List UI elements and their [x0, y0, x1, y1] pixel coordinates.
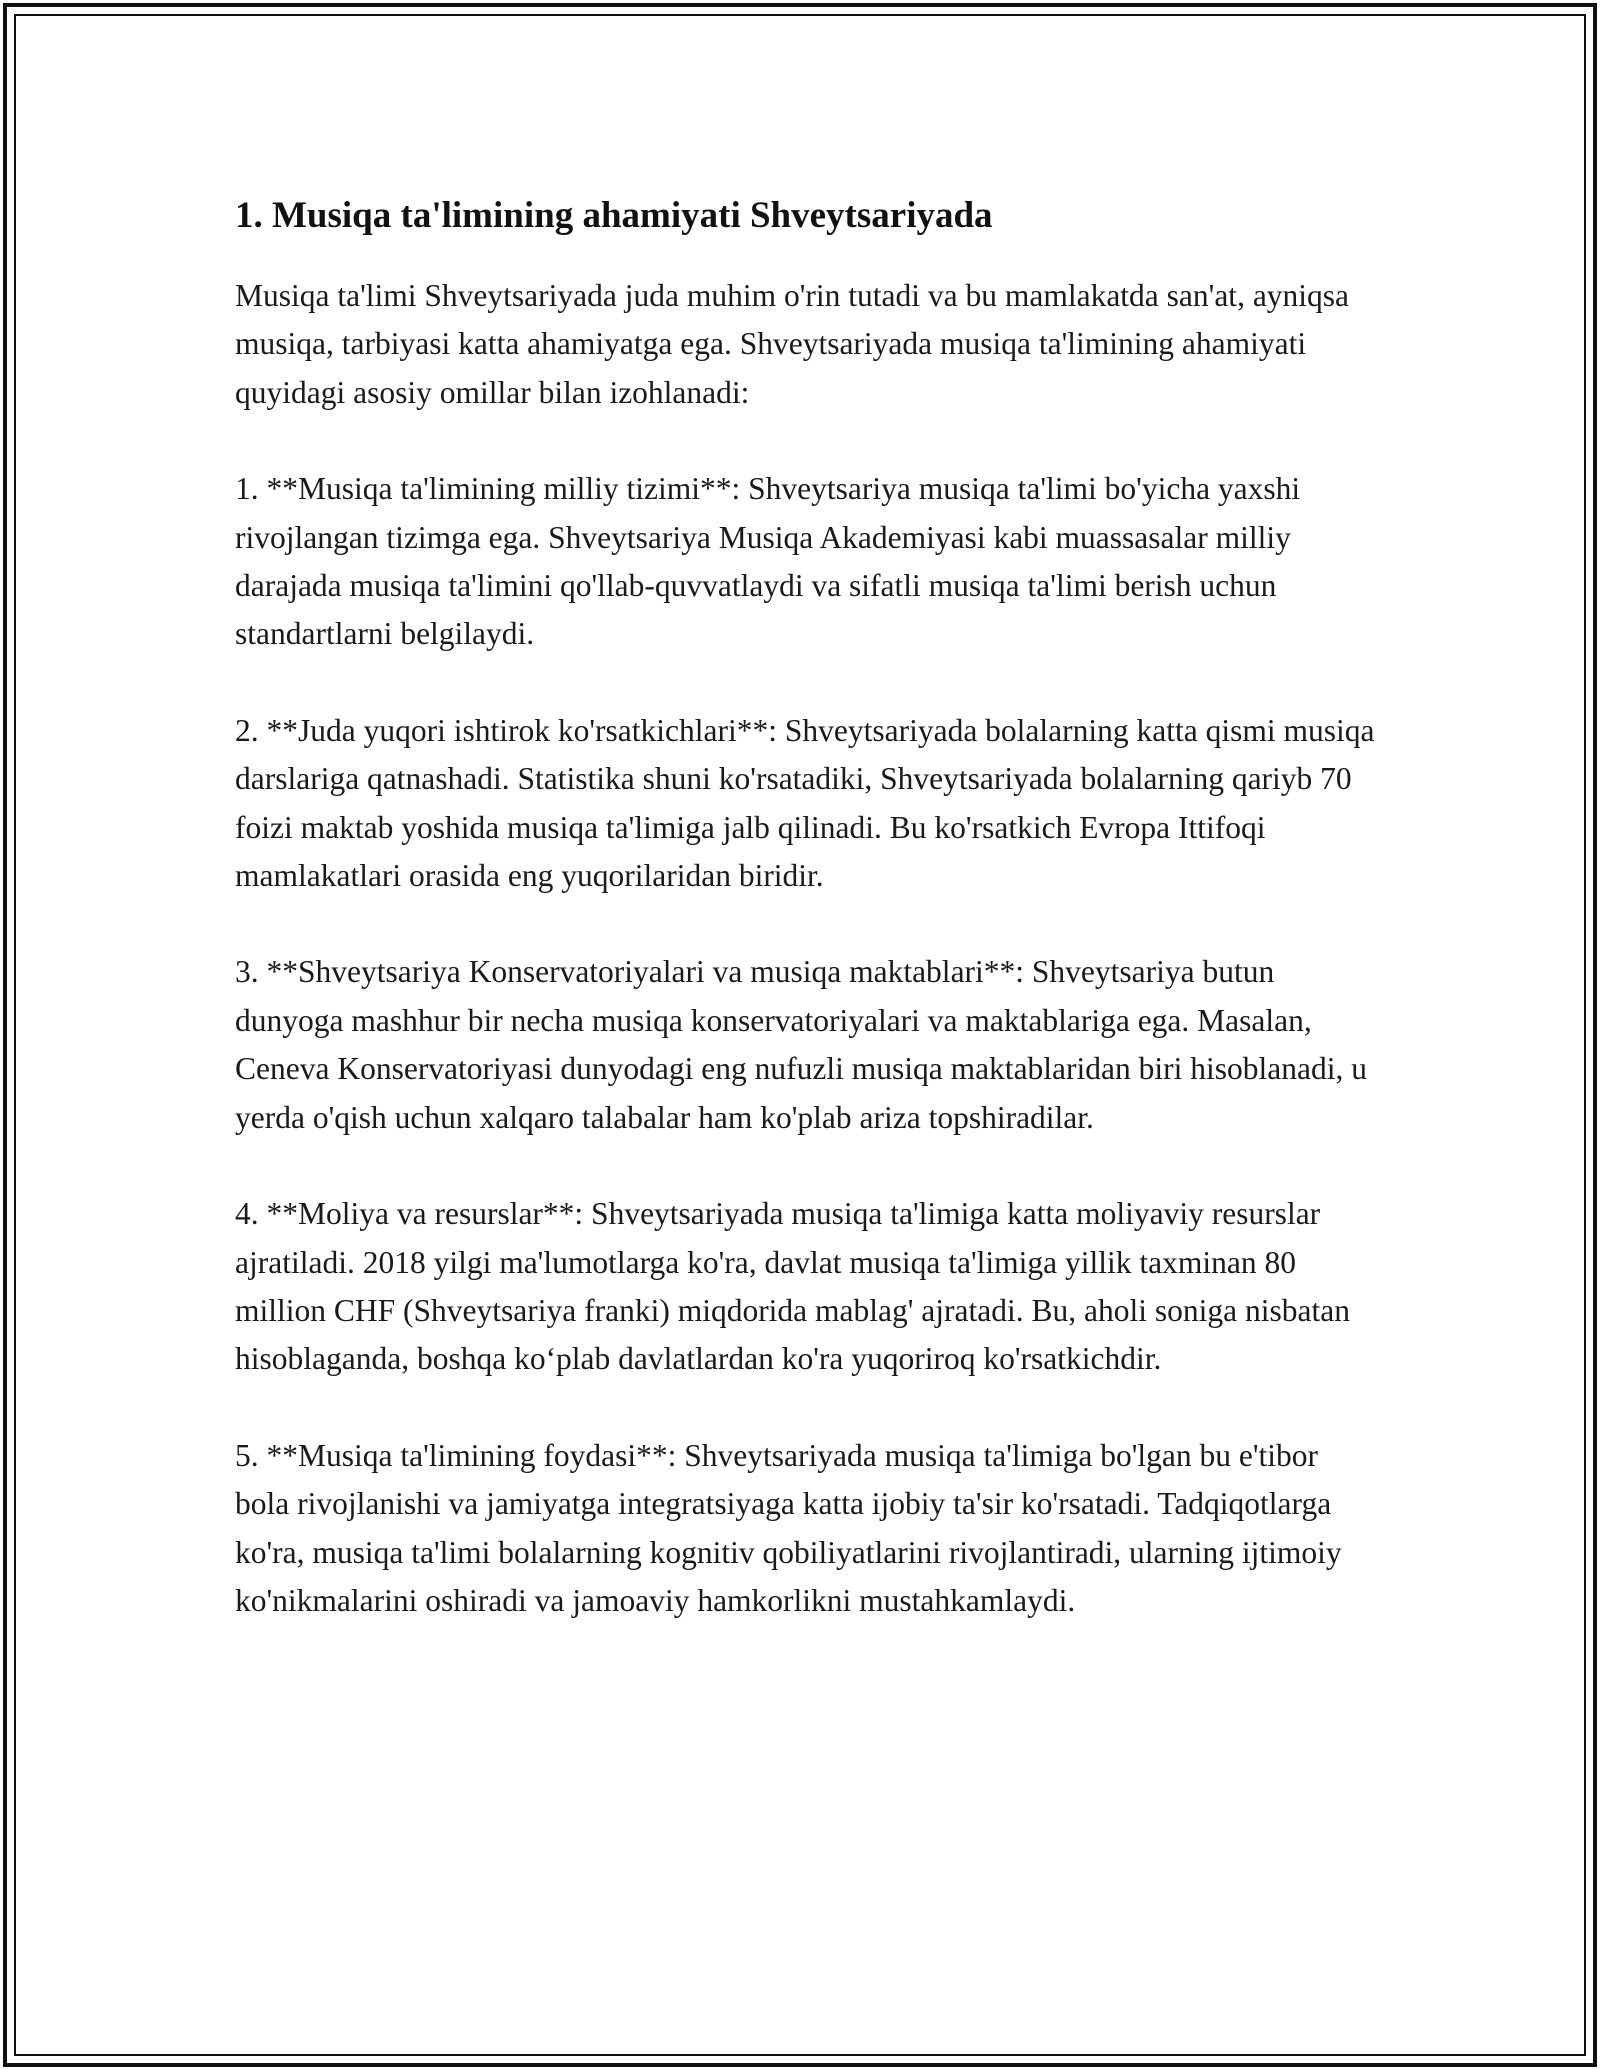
intro-paragraph: Musiqa ta'limi Shveytsariyada juda muhim o'rin tutadi va bu mamlakatda san'at, ayniqsa musiqa, tarbiyasi katta ahamiyatga ega. Shveytsariyada musiqa ta'limining ahamiyati quyidagi asosiy omillar bilan izohlanadi:	[235, 278, 1350, 410]
document-title: 1. Musiqa ta'limining ahamiyati Shveytsariyada	[235, 195, 993, 236]
paragraph-finance: 4. **Moliya va resurslar**: Shveytsariyada musiqa ta'limiga katta moliyaviy resurslar ajratiladi. 2018 yilgi ma'lumotlarga ko'ra, davlat musiqa ta'limiga yillik taxminan 80 million CHF (Shveytsariya franki) miqdorida mablag' ajratadi. Bu, aholi soniga nisbatan hisoblaganda, boshqa ko‘plab davlatlardan ko'ra yuqoriroq ko'rsatkichdir.	[235, 1196, 1350, 1377]
paragraph-national-system: 1. **Musiqa ta'limining milliy tizimi**: Shveytsariya musiqa ta'limi bo'yicha yaxshi rivojlangan tizimga ega. Shveytsariya Musiqa Akademiyasi kabi muassasalar milliy darajada musiqa ta'limini qo'llab-quvvatlaydi va sifatli musiqa ta'limi berish uchun standartlarni belgilaydi.	[235, 471, 1301, 652]
paragraph-benefits: 5. **Musiqa ta'limining foydasi**: Shveytsariyada musiqa ta'limiga bo'lgan bu e'tibor bola rivojlanishi va jamiyatga integratsiyaga katta ijobiy ta'sir ko'rsatadi. Tadqiqotlarga ko'ra, musiqa ta'limi bolalarning kognitiv qobiliyatlarini rivojlantiradi, ularning ijtimoiy ko'nikmalarini oshiradi va jamoaviy hamkorlikni mustahkamlaydi.	[235, 1437, 1342, 1618]
paragraph-conservatories: 3. **Shveytsariya Konservatoriyalari va musiqa maktablari**: Shveytsariya butun dunyoga mashhur bir necha musiqa konservatoriyalari va maktablariga ega. Masalan, Ceneva Konservatoriyasi dunyodagi eng nufuzli musiqa maktablaridan biri hisoblanadi, u yerda o'qish uchun xalqaro talabalar ham ko'plab ariza topshiradilar.	[235, 954, 1367, 1135]
document-body	[235, 188, 1375, 1673]
paragraph-participation: 2. **Juda yuqori ishtirok ko'rsatkichlari**: Shveytsariyada bolalarning katta qismi musiqa darslariga qatnashadi. Statistika shuni ko'rsatadiki, Shveytsariyada bolalarning qariyb 70 foizi maktab yoshida musiqa ta'limiga jalb qilinadi. Bu ko'rsatkich Evropa Ittifoqi mamlakatlari orasida eng yuqorilaridan biridir.	[235, 712, 1375, 894]
